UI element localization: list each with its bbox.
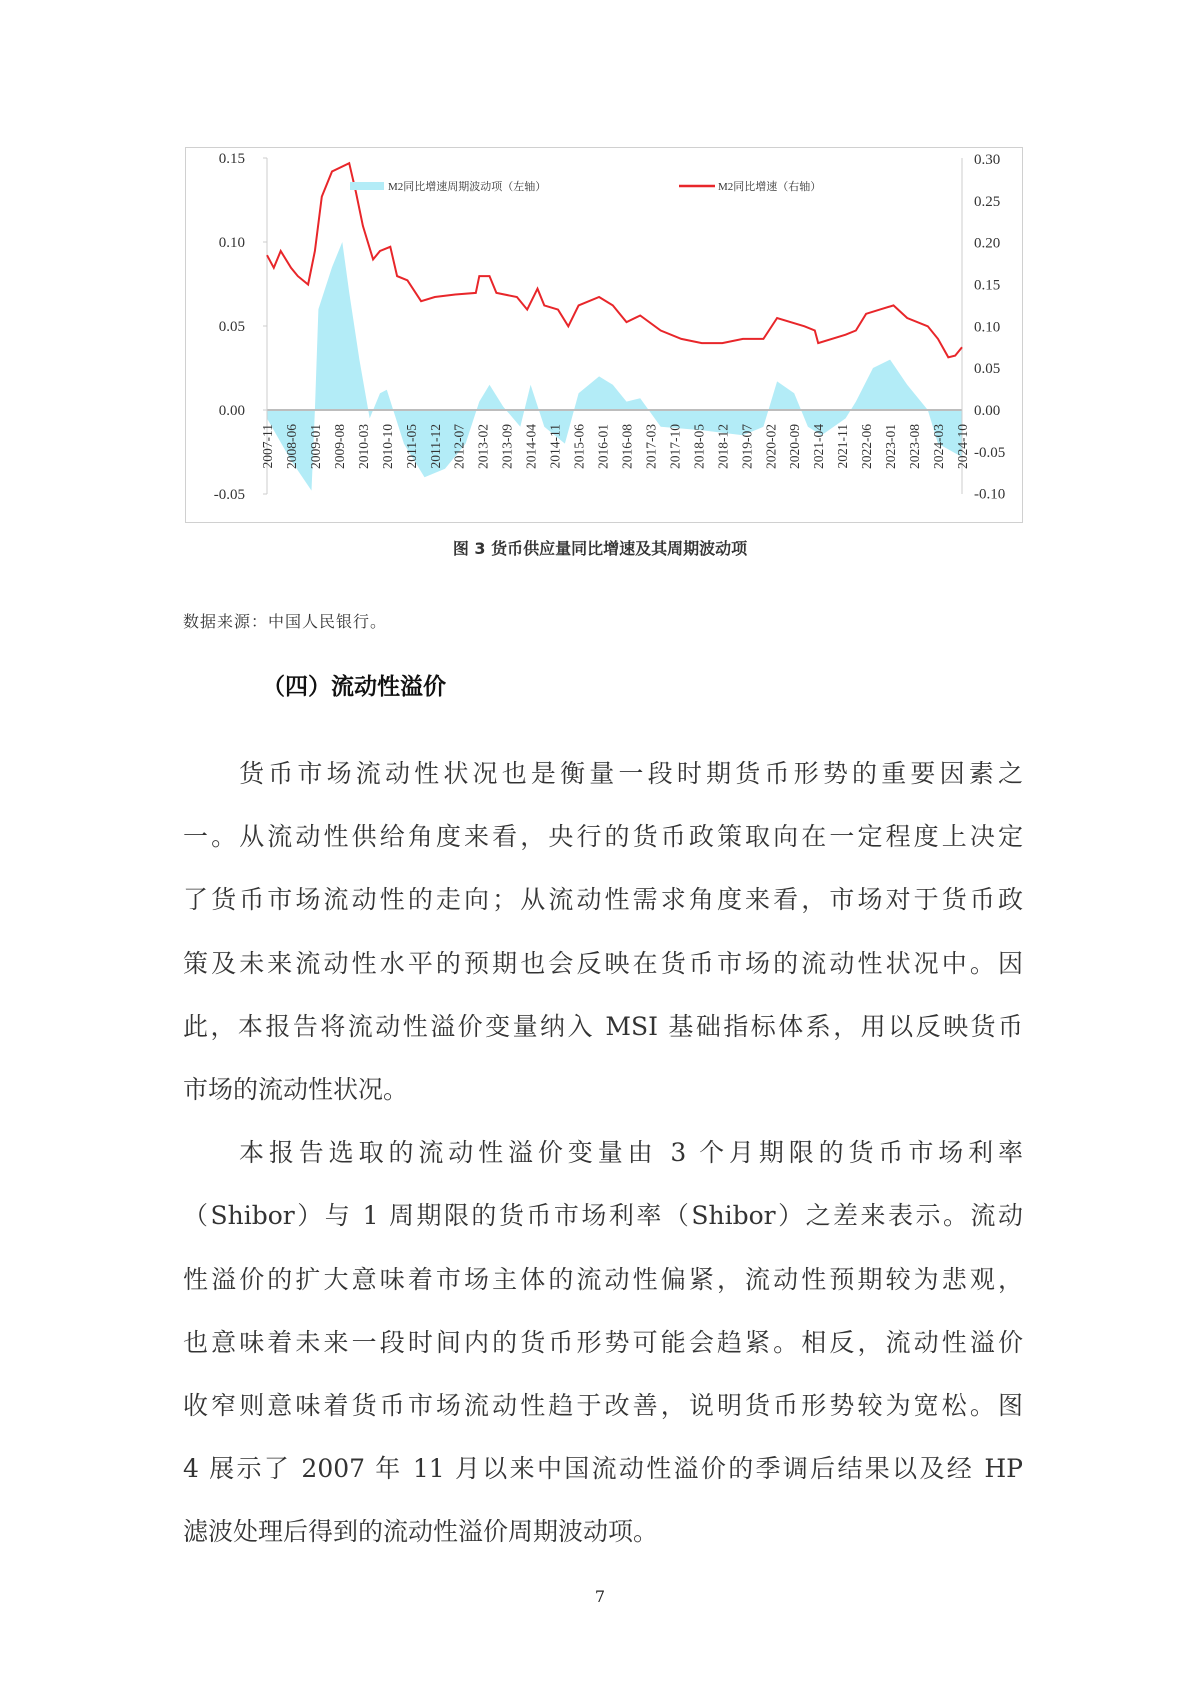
right-tick-label: 0.25 bbox=[974, 193, 1001, 210]
x-tick-label: 2019-07 bbox=[739, 424, 755, 469]
paragraph-line: （Shibor）与 1 周期限的货币市场利率（Shibor）之差来表示。流动 bbox=[183, 1201, 1023, 1231]
paragraph-line: 4 展示了 2007 年 11 月以来中国流动性溢价的季调后结果以及经 HP bbox=[183, 1454, 1023, 1484]
x-tick-label: 2018-12 bbox=[715, 424, 731, 469]
left-tick-label: 0.05 bbox=[218, 319, 245, 335]
x-tick-label: 2018-05 bbox=[691, 424, 707, 469]
x-tick-label: 2009-08 bbox=[331, 424, 347, 469]
x-tick-label: 2020-02 bbox=[763, 424, 779, 469]
paragraph-line: 本报告选取的流动性溢价变量由 3 个月期限的货币市场利率 bbox=[239, 1138, 1023, 1168]
right-tick-label: 0.15 bbox=[974, 277, 1001, 294]
right-tick-label: 0.05 bbox=[974, 361, 1001, 378]
data-source-note: 数据来源：中国人民银行。 bbox=[183, 612, 388, 631]
x-tick-label: 2013-09 bbox=[499, 424, 515, 469]
x-tick-label: 2012-07 bbox=[451, 424, 467, 469]
x-tick-label: 2021-11 bbox=[835, 424, 851, 469]
right-tick-label: 0.20 bbox=[974, 235, 1001, 252]
x-tick-label: 2024-03 bbox=[931, 424, 947, 469]
x-tick-label: 2015-06 bbox=[571, 424, 587, 469]
paragraph-line: 了货币市场流动性的走向；从流动性需求角度来看，市场对于货币政 bbox=[183, 885, 1023, 915]
paragraph-line: 也意味着未来一段时间内的货币形势可能会趋紧。相反，流动性溢价 bbox=[183, 1327, 1023, 1357]
x-tick-label: 2014-04 bbox=[523, 424, 539, 469]
legend-label-cycle: M2同比增速周期波动项（左轴） bbox=[388, 181, 547, 193]
x-tick-label: 2013-02 bbox=[475, 424, 491, 469]
x-tick-label: 2017-03 bbox=[643, 423, 659, 469]
paragraph-line: 货币市场流动性状况也是衡量一段时期货币形势的重要因素之 bbox=[239, 759, 1023, 788]
x-tick-label: 2009-01 bbox=[307, 424, 323, 469]
x-tick-label: 2011-05 bbox=[403, 424, 419, 469]
x-tick-label: 2010-03 bbox=[355, 424, 371, 469]
m2-chart-svg bbox=[186, 148, 1024, 524]
page-number: 7 bbox=[594, 1587, 606, 1606]
x-tick-label: 2016-08 bbox=[619, 424, 635, 469]
paragraph-line: 收窄则意味着货币市场流动性趋于改善，说明货币形势较为宽松。图 bbox=[183, 1390, 1023, 1420]
x-tick-label: 2014-11 bbox=[547, 424, 563, 469]
paragraph-line: 此，本报告将流动性溢价变量纳入 MSI 基础指标体系，用以反映货币 bbox=[183, 1011, 1023, 1041]
section-heading: （四）流动性溢价 bbox=[262, 674, 446, 700]
x-tick-label: 2022-06 bbox=[859, 424, 875, 469]
x-tick-label: 2017-10 bbox=[667, 424, 683, 470]
m2-line bbox=[267, 163, 962, 357]
right-tick-label: 0.00 bbox=[974, 403, 1001, 419]
right-tick-label: 0.10 bbox=[974, 319, 1001, 336]
paragraph-line: 滤波处理后得到的流动性溢价周期波动项。 bbox=[183, 1517, 659, 1547]
paragraph-line: 策及未来流动性水平的预期也会反映在货币市场的流动性状况中。因 bbox=[183, 948, 1023, 978]
left-tick-label: 0.00 bbox=[218, 403, 245, 419]
x-tick-label: 2021-04 bbox=[811, 424, 827, 469]
legend-swatch-cycle bbox=[350, 182, 384, 190]
x-tick-label: 2010-10 bbox=[379, 424, 395, 469]
right-tick-label: -0.10 bbox=[974, 486, 1006, 503]
x-tick-label: 2020-09 bbox=[787, 424, 803, 469]
x-tick-label: 2016-01 bbox=[595, 424, 611, 469]
right-tick-label: 0.30 bbox=[974, 151, 1001, 168]
x-tick-label: 2007-11 bbox=[260, 424, 275, 469]
left-tick-label: 0.10 bbox=[218, 235, 245, 251]
left-tick-label: 0.15 bbox=[218, 151, 245, 167]
legend-label-m2: M2同比增速（右轴） bbox=[718, 181, 822, 193]
paragraph-line: 一。从流动性供给角度来看，央行的货币政策取向在一定程度上决定 bbox=[183, 822, 1023, 852]
cycle-area bbox=[267, 242, 962, 491]
figure-caption: 图 3 货币供应量同比增速及其周期波动项 bbox=[452, 539, 748, 558]
x-tick-label: 2023-01 bbox=[883, 424, 899, 469]
m2-chart bbox=[185, 147, 1023, 523]
body-text bbox=[183, 756, 1023, 1577]
x-tick-label: 2024-10 bbox=[955, 424, 970, 469]
paragraph-line: 市场的流动性状况。 bbox=[183, 1074, 409, 1104]
x-tick-label: 2008-06 bbox=[283, 424, 299, 469]
left-tick-label: -0.05 bbox=[213, 487, 245, 503]
right-tick-label: -0.05 bbox=[974, 444, 1006, 461]
paragraph-line: 性溢价的扩大意味着市场主体的流动性偏紧，流动性预期较为悲观， bbox=[183, 1264, 1023, 1294]
x-tick-label: 2023-08 bbox=[907, 424, 923, 469]
x-tick-label: 2011-12 bbox=[427, 424, 443, 469]
